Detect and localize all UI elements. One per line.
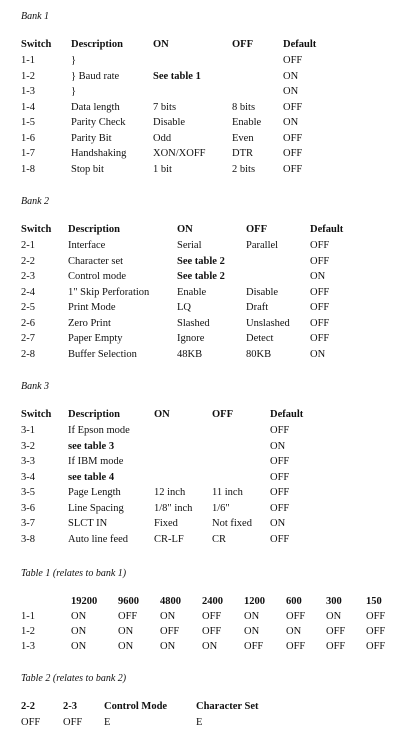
table-row	[0, 70, 400, 86]
table-cell: OFF	[202, 611, 222, 622]
column-header: 600	[286, 596, 302, 607]
table-cell: 1-8	[21, 163, 35, 175]
column-header: 2400	[202, 596, 223, 607]
table-cell: Parallel	[246, 240, 279, 251]
table-cell: OFF	[366, 611, 386, 622]
table-cell: Enable	[232, 117, 262, 128]
table-cell: 3-1	[21, 425, 35, 436]
table-cell: 2-8	[21, 348, 35, 360]
table-cell: OFF	[310, 240, 330, 251]
table-cell: Print Mode	[68, 302, 116, 313]
table-cell: Fixed	[154, 518, 178, 529]
table-cell: 2-7	[21, 333, 35, 344]
table-cell: OFF	[63, 717, 83, 728]
table-row	[0, 625, 400, 641]
column-header: Default	[310, 224, 344, 235]
table-cell: OFF	[366, 641, 386, 652]
header-row	[0, 595, 400, 611]
table-cell: Ignore	[177, 333, 205, 344]
table-row	[0, 424, 400, 440]
table-cell: LQ	[177, 302, 191, 313]
table-cell: ON	[71, 626, 87, 637]
table-cell: OFF	[310, 286, 330, 298]
table-cell: 1-5	[21, 117, 35, 128]
table-cell: Control mode	[68, 271, 127, 282]
table-cell: 1-7	[21, 148, 35, 159]
table-cell: 2 bits	[232, 163, 256, 175]
table-cell: ON	[71, 611, 87, 622]
table-cell: 2-3	[21, 271, 35, 282]
table-cell: 1-2	[21, 70, 35, 82]
table-cell: E	[196, 717, 203, 728]
table-cell: Paper Empty	[68, 333, 123, 344]
column-header: OFF	[212, 409, 233, 420]
table-cell: 2-2	[21, 255, 35, 267]
table-cell: 2-1	[21, 240, 35, 251]
table-row	[0, 517, 400, 533]
column-header: Default	[270, 409, 304, 420]
table-cell: OFF	[270, 456, 290, 467]
table-cell: E	[104, 717, 111, 728]
table-cell: 12 inch	[154, 487, 186, 498]
table-row	[0, 317, 400, 333]
table-cell: see table 3	[68, 440, 115, 452]
table-cell: Odd	[153, 132, 172, 144]
table-cell: See table 2	[177, 271, 225, 282]
table-cell: Page Length	[68, 487, 121, 498]
table-cell: } Baud rate	[71, 70, 120, 82]
column-header: 300	[326, 596, 342, 607]
table-cell: OFF	[270, 502, 290, 514]
table-cell: ON	[202, 641, 218, 652]
column-header: 9600	[118, 596, 139, 607]
column-header: Control Mode	[104, 701, 168, 712]
table-cell: OFF	[270, 471, 290, 483]
column-header: 1200	[244, 596, 265, 607]
column-header: Description	[68, 224, 120, 235]
table-cell: 2-5	[21, 302, 35, 313]
table-cell: OFF	[286, 641, 306, 652]
table-cell: Serial	[177, 240, 202, 251]
table-cell: Data length	[71, 101, 120, 113]
table-row	[0, 54, 400, 70]
table-cell: OFF	[310, 333, 330, 344]
table-cell: OFF	[283, 132, 303, 144]
table-cell: 48KB	[177, 348, 203, 360]
table-cell: 7 bits	[153, 101, 177, 113]
table-cell: 11 inch	[212, 487, 243, 498]
table-cell: Enable	[177, 286, 207, 298]
row-label: 1-3	[21, 641, 35, 652]
table-cell: ON	[310, 348, 326, 360]
table-row	[0, 332, 400, 348]
table-row	[0, 348, 400, 364]
row-label: 1-1	[21, 611, 35, 622]
column-header: Description	[68, 409, 120, 420]
table-row	[0, 455, 400, 471]
table-cell: 3-3	[21, 456, 35, 467]
table-cell: 1/8" inch	[154, 502, 193, 514]
table-cell: 8 bits	[232, 101, 256, 113]
column-header: Switch	[21, 224, 52, 235]
table-cell: ON	[283, 86, 299, 97]
table-row	[0, 239, 400, 255]
table-cell: 1-1	[21, 55, 35, 66]
table-row	[0, 471, 400, 487]
table-cell: Detect	[246, 333, 274, 344]
table-row	[0, 440, 400, 456]
table-cell: ON	[160, 641, 176, 652]
table-cell: ON	[326, 611, 342, 622]
column-header: Default	[283, 39, 317, 50]
column-header: OFF	[246, 224, 267, 235]
table-cell: DTR	[232, 148, 253, 159]
header-row	[0, 408, 400, 424]
table-row	[0, 85, 400, 101]
table-cell: Disable	[246, 286, 279, 298]
table-cell: OFF	[310, 317, 330, 329]
header-row	[0, 700, 400, 716]
table-row	[0, 270, 400, 286]
table-row	[0, 533, 400, 549]
table-row	[0, 502, 400, 518]
table-cell: Character set	[68, 255, 124, 267]
header-row	[0, 223, 400, 239]
table-cell: OFF	[270, 533, 290, 545]
table-cell: OFF	[283, 55, 303, 66]
table-cell: Disable	[153, 117, 186, 128]
table-cell: Parity Check	[71, 117, 126, 128]
table-cell: Line Spacing	[68, 502, 124, 514]
table-cell: CR	[212, 533, 227, 545]
table-cell: 3-5	[21, 487, 35, 498]
column-header: Description	[71, 39, 123, 50]
table-cell: Slashed	[177, 317, 210, 329]
table-cell: OFF	[310, 255, 330, 267]
table-cell: Interface	[68, 240, 106, 251]
table-cell: ON	[118, 626, 134, 637]
table-cell: Draft	[246, 302, 269, 313]
table-cell: See table 1	[153, 70, 201, 82]
table-cell: OFF	[202, 626, 222, 637]
table-cell: If IBM mode	[68, 456, 124, 467]
table-row	[0, 147, 400, 163]
table-cell: 3-4	[21, 471, 35, 483]
table-cell: SLCT IN	[68, 518, 108, 529]
table-cell: OFF	[270, 425, 290, 436]
table-cell: 1 bit	[153, 163, 172, 175]
table-row	[0, 116, 400, 132]
column-header: Character Set	[196, 701, 259, 712]
table-row	[0, 286, 400, 302]
table-cell: ON	[71, 641, 87, 652]
table-cell: 3-8	[21, 533, 35, 545]
bank3-caption: Bank 3	[21, 381, 50, 392]
table-row	[0, 640, 400, 656]
column-header: 19200	[71, 596, 98, 607]
table-cell: OFF	[310, 302, 330, 313]
table-cell: 3-2	[21, 440, 35, 452]
table-cell: See table 2	[177, 255, 225, 267]
column-header: 2-3	[63, 701, 77, 712]
table-cell: OFF	[286, 611, 306, 622]
row-label: 1-2	[21, 626, 35, 637]
table-cell: 3-6	[21, 502, 35, 514]
table-cell: OFF	[283, 148, 303, 159]
header-row	[0, 38, 400, 54]
table-row	[0, 101, 400, 117]
table-cell: ON	[244, 626, 260, 637]
column-header: 150	[366, 596, 382, 607]
column-header: ON	[177, 224, 193, 235]
table-cell: Zero Print	[68, 317, 111, 329]
table-cell: 3-7	[21, 518, 35, 529]
bank2-caption: Bank 2	[21, 196, 50, 207]
table-cell: ON	[283, 70, 299, 82]
table-row	[0, 486, 400, 502]
table-cell: ON	[310, 271, 326, 282]
table-cell: ON	[270, 518, 286, 529]
table-cell: 1" Skip Perforation	[68, 286, 150, 298]
table-cell: OFF	[244, 641, 264, 652]
table-cell: see table 4	[68, 471, 115, 483]
table-cell: 80KB	[246, 348, 272, 360]
table-cell: 2-4	[21, 286, 35, 298]
table2-caption: Table 2 (relates to bank 2)	[21, 673, 127, 684]
table-cell: OFF	[118, 611, 138, 622]
table-cell: }	[71, 55, 77, 66]
table-cell: ON	[118, 641, 134, 652]
table-row	[0, 716, 400, 732]
table-cell: ON	[160, 611, 176, 622]
table-cell: Not fixed	[212, 518, 252, 529]
table-cell: OFF	[160, 626, 180, 637]
table-row	[0, 610, 400, 626]
table-cell: Buffer Selection	[68, 348, 137, 360]
column-header: ON	[153, 39, 169, 50]
table-row	[0, 132, 400, 148]
table-cell: OFF	[21, 717, 41, 728]
table-cell: }	[71, 86, 77, 97]
column-header: OFF	[232, 39, 253, 50]
table-cell: OFF	[270, 487, 290, 498]
table-cell: Auto line feed	[68, 533, 129, 545]
table-row	[0, 255, 400, 271]
table-cell: Handshaking	[71, 148, 127, 159]
table-cell: 1-4	[21, 101, 35, 113]
column-header: 2-2	[21, 701, 35, 712]
column-header: Switch	[21, 39, 52, 50]
column-header: ON	[154, 409, 170, 420]
table1-caption: Table 1 (relates to bank 1)	[21, 568, 127, 579]
table-cell: Unslashed	[246, 317, 290, 329]
bank1-caption: Bank 1	[21, 11, 50, 22]
table-cell: OFF	[366, 626, 386, 637]
table-cell: Even	[232, 132, 254, 144]
table-cell: CR-LF	[154, 533, 184, 545]
column-header: 4800	[160, 596, 181, 607]
table-cell: OFF	[326, 641, 346, 652]
table-cell: ON	[270, 440, 286, 452]
table-cell: XON/XOFF	[153, 148, 206, 159]
table-cell: ON	[286, 626, 302, 637]
table-cell: If Epson mode	[68, 425, 130, 436]
table-cell: OFF	[283, 163, 303, 175]
table-cell: OFF	[326, 626, 346, 637]
table-row	[0, 163, 400, 179]
table-cell: 2-6	[21, 317, 35, 329]
table-cell: ON	[244, 611, 260, 622]
table-cell: OFF	[283, 101, 303, 113]
column-header: Switch	[21, 409, 52, 420]
table-cell: 1-3	[21, 86, 35, 97]
table-cell: Stop bit	[71, 163, 104, 175]
table-cell: Parity Bit	[71, 132, 112, 144]
table-cell: 1-6	[21, 132, 35, 144]
table-row	[0, 301, 400, 317]
table-cell: 1/6"	[212, 502, 230, 514]
table-cell: ON	[283, 117, 299, 128]
